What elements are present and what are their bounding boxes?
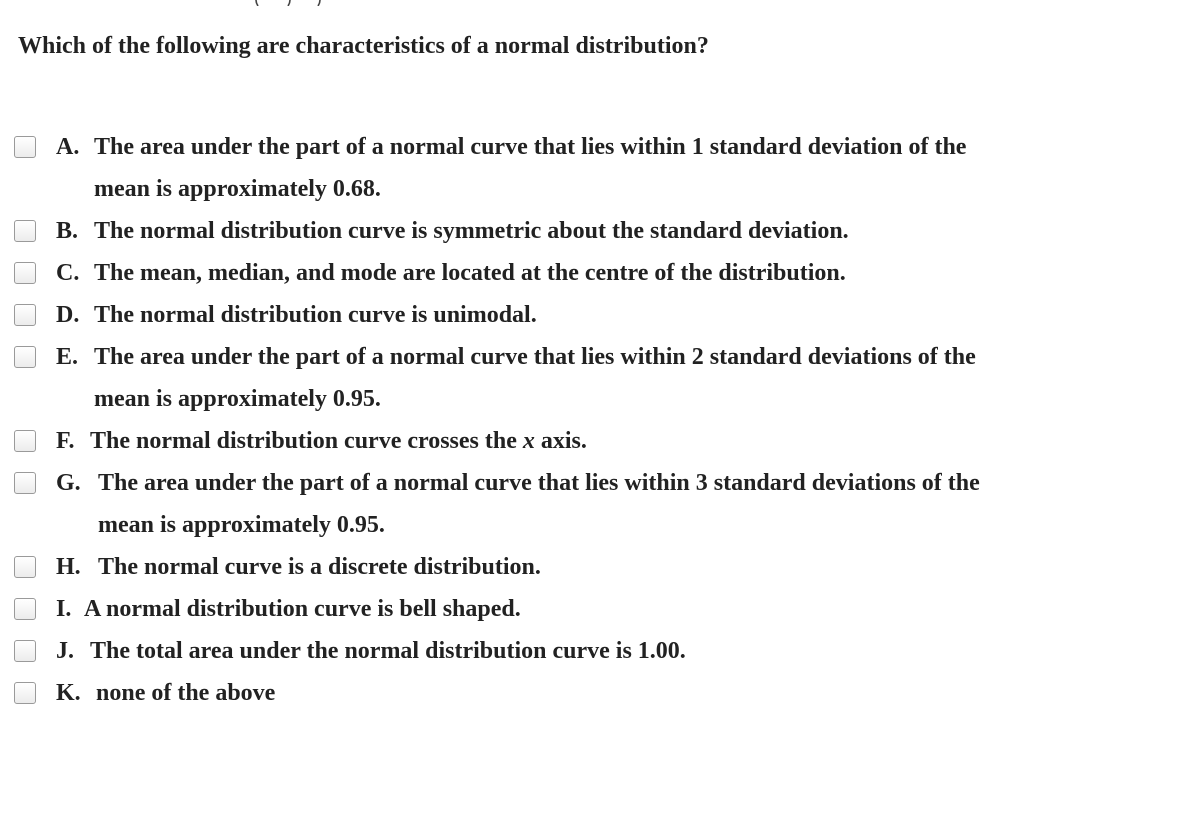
option-e-checkbox[interactable]: [14, 346, 36, 368]
option-e-text-line1: The area under the part of a normal curve that lies within 2 standard deviations of the: [94, 344, 976, 370]
option-j-checkbox[interactable]: [14, 640, 36, 662]
option-f-text-after: axis.: [540, 428, 587, 454]
option-a-label[interactable]: [56, 126, 966, 210]
option-d-letter: D.: [56, 302, 80, 328]
option-c-checkbox[interactable]: [14, 262, 36, 284]
option-g-text-line2: mean is approximately 0.95.: [98, 512, 385, 538]
option-h-letter: H.: [56, 554, 81, 580]
option-c[interactable]: [14, 252, 1174, 294]
option-h-checkbox[interactable]: [14, 556, 36, 578]
option-d-label[interactable]: [56, 294, 537, 336]
option-c-letter: C.: [56, 260, 80, 286]
option-k-letter: K.: [56, 680, 81, 706]
option-e-text-line2: mean is approximately 0.95.: [94, 386, 381, 412]
option-f-text-before: The normal distribution curve crosses the: [90, 428, 517, 454]
option-f-variable: x: [522, 428, 535, 454]
option-d[interactable]: [14, 294, 1174, 336]
option-k-checkbox[interactable]: [14, 682, 36, 704]
option-k-text: none of the above: [96, 680, 276, 706]
option-c-text: The mean, median, and mode are located at the centre of the distribution.: [94, 260, 846, 286]
option-g-letter: G.: [56, 470, 81, 496]
option-j-text: The total area under the normal distribution curve is 1.00.: [90, 638, 686, 664]
option-f-checkbox[interactable]: [14, 430, 36, 452]
option-k-label[interactable]: [56, 672, 275, 714]
option-i[interactable]: [14, 588, 1174, 630]
option-f-text: [90, 420, 587, 462]
option-e[interactable]: [14, 336, 1174, 420]
option-a-text-line1: The area under the part of a normal curve that lies within 1 standard deviation of the: [94, 134, 967, 160]
option-h[interactable]: [14, 546, 1174, 588]
option-e-letter: E.: [56, 344, 79, 370]
option-d-checkbox[interactable]: [14, 304, 36, 326]
option-g-label[interactable]: [56, 462, 980, 546]
option-i-text: A normal distribution curve is bell shaped.: [84, 596, 521, 622]
cropped-text-fragment: [210, 0, 340, 6]
option-i-letter: I.: [56, 596, 72, 622]
option-g-text: [98, 462, 980, 546]
option-d-text: The normal distribution curve is unimodal.: [94, 302, 537, 328]
option-f-label[interactable]: [56, 420, 587, 462]
option-e-label[interactable]: [56, 336, 976, 420]
option-b[interactable]: [14, 210, 1174, 252]
option-h-text: The normal curve is a discrete distribution.: [98, 554, 541, 580]
option-f-letter: F.: [56, 428, 75, 454]
option-i-label[interactable]: [56, 588, 521, 630]
option-i-checkbox[interactable]: [14, 598, 36, 620]
option-b-label[interactable]: [56, 210, 849, 252]
question-prompt: Which of the following are characteristics of a normal distribution?: [18, 33, 709, 59]
option-h-label[interactable]: [56, 546, 541, 588]
option-g-checkbox[interactable]: [14, 472, 36, 494]
option-b-text: The normal distribution curve is symmetric about the standard deviation.: [94, 218, 849, 244]
option-j-label[interactable]: [56, 630, 686, 672]
answer-options-list: [14, 126, 1174, 714]
option-a-letter: A.: [56, 134, 80, 160]
option-f[interactable]: [14, 420, 1174, 462]
option-a-checkbox[interactable]: [14, 136, 36, 158]
option-a-text: [94, 126, 966, 210]
option-k[interactable]: [14, 672, 1174, 714]
option-a[interactable]: [14, 126, 1174, 210]
option-j-letter: J.: [56, 638, 74, 664]
option-b-letter: B.: [56, 218, 79, 244]
option-j[interactable]: [14, 630, 1174, 672]
option-g-text-line1: The area under the part of a normal curve that lies within 3 standard deviations of the: [98, 470, 980, 496]
option-c-label[interactable]: [56, 252, 846, 294]
option-b-checkbox[interactable]: [14, 220, 36, 242]
option-g[interactable]: [14, 462, 1174, 546]
option-e-text: [94, 336, 976, 420]
option-a-text-line2: mean is approximately 0.68.: [94, 176, 381, 202]
